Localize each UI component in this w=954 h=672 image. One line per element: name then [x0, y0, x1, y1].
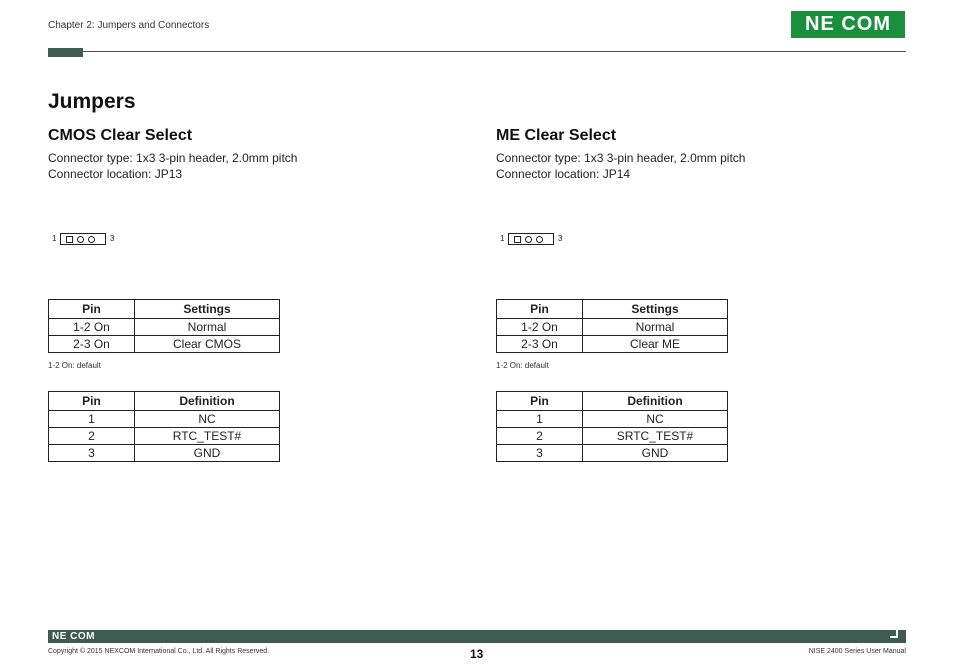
page-number: 13 — [470, 647, 484, 661]
definition-table-me — [496, 391, 728, 462]
table-row — [497, 336, 728, 353]
footer-corner-square — [890, 630, 896, 636]
table-row — [49, 428, 280, 445]
table-cell: GND — [135, 445, 280, 462]
jumper-header-diagram — [508, 233, 554, 245]
pin-end-label: 3 — [110, 234, 115, 243]
table-cell: 3 — [497, 445, 583, 462]
footer-corner-square — [898, 638, 906, 643]
table-cell: Normal — [135, 319, 280, 336]
table-row — [49, 411, 280, 428]
pin-start-label: 1 — [500, 234, 505, 243]
manual-title: NISE 2400 Series User Manual — [808, 648, 906, 655]
pin-3-circle — [88, 236, 95, 243]
table-cell: SRTC_TEST# — [583, 428, 728, 445]
header-cell: Pin — [497, 300, 583, 319]
pin-1-square — [66, 236, 73, 243]
table-row — [497, 445, 728, 462]
table-cell: NC — [583, 411, 728, 428]
table-cell: NC — [135, 411, 280, 428]
table-cell: 2 — [49, 428, 135, 445]
pin-2-circle — [77, 236, 84, 243]
table-cell: GND — [583, 445, 728, 462]
section-title-cmos: CMOS Clear Select — [48, 127, 193, 144]
settings-table-cmos — [48, 299, 280, 353]
copyright: Copyright © 2015 NEXCOM International Co., Ltd. All Rights Reserved. — [48, 648, 270, 655]
pin-start-label: 1 — [52, 234, 57, 243]
pin-3-circle — [536, 236, 543, 243]
section-title-me: ME Clear Select — [496, 127, 617, 144]
settings-table-me — [496, 299, 728, 353]
jumper-header-diagram — [60, 233, 106, 245]
default-note: 1-2 On: default — [48, 361, 101, 370]
logo-text: NE COM — [805, 13, 891, 35]
definition-table-cmos — [48, 391, 280, 462]
pin-end-label: 3 — [558, 234, 563, 243]
table-cell: 1 — [497, 411, 583, 428]
header-cell: Pin — [49, 300, 135, 319]
table-cell: 1 — [49, 411, 135, 428]
nexcom-logo — [791, 11, 905, 38]
connector-type: Connector type: 1x3 3-pin header, 2.0mm pitch — [496, 151, 746, 165]
pin-1-square — [514, 236, 521, 243]
table-cell: 2 — [497, 428, 583, 445]
table-cell: Clear CMOS — [135, 336, 280, 353]
footer-bar — [48, 630, 906, 643]
header-cell: Settings — [135, 300, 280, 319]
chapter-label: Chapter 2: Jumpers and Connectors — [48, 20, 210, 31]
footer-logo: NE COM — [52, 631, 95, 642]
header-cell: Settings — [583, 300, 728, 319]
table-row — [49, 445, 280, 462]
table-cell: 2-3 On — [49, 336, 135, 353]
table-cell: 3 — [49, 445, 135, 462]
connector-location: Connector location: JP13 — [48, 167, 183, 181]
table-row — [497, 411, 728, 428]
section-body-cmos — [48, 150, 297, 182]
table-cell: 1-2 On — [497, 319, 583, 336]
header-cell: Definition — [135, 392, 280, 411]
table-row — [497, 428, 728, 445]
table-cell: 2-3 On — [497, 336, 583, 353]
header-divider — [83, 51, 906, 52]
header-cell: Pin — [49, 392, 135, 411]
default-note: 1-2 On: default — [496, 361, 549, 370]
table-header-row — [497, 392, 728, 411]
table-row — [497, 319, 728, 336]
table-header-row — [49, 300, 280, 319]
table-cell: 1-2 On — [49, 319, 135, 336]
header-cell: Pin — [497, 392, 583, 411]
page-title: Jumpers — [48, 90, 136, 113]
table-cell: Normal — [583, 319, 728, 336]
table-header-row — [49, 392, 280, 411]
header-cell: Definition — [583, 392, 728, 411]
section-body-me — [496, 150, 745, 182]
connector-type: Connector type: 1x3 3-pin header, 2.0mm pitch — [48, 151, 298, 165]
pin-2-circle — [525, 236, 532, 243]
table-cell: RTC_TEST# — [135, 428, 280, 445]
table-row — [49, 319, 280, 336]
header-accent-bar — [48, 48, 83, 57]
table-cell: Clear ME — [583, 336, 728, 353]
table-row — [49, 336, 280, 353]
table-header-row — [497, 300, 728, 319]
connector-location: Connector location: JP14 — [496, 167, 631, 181]
